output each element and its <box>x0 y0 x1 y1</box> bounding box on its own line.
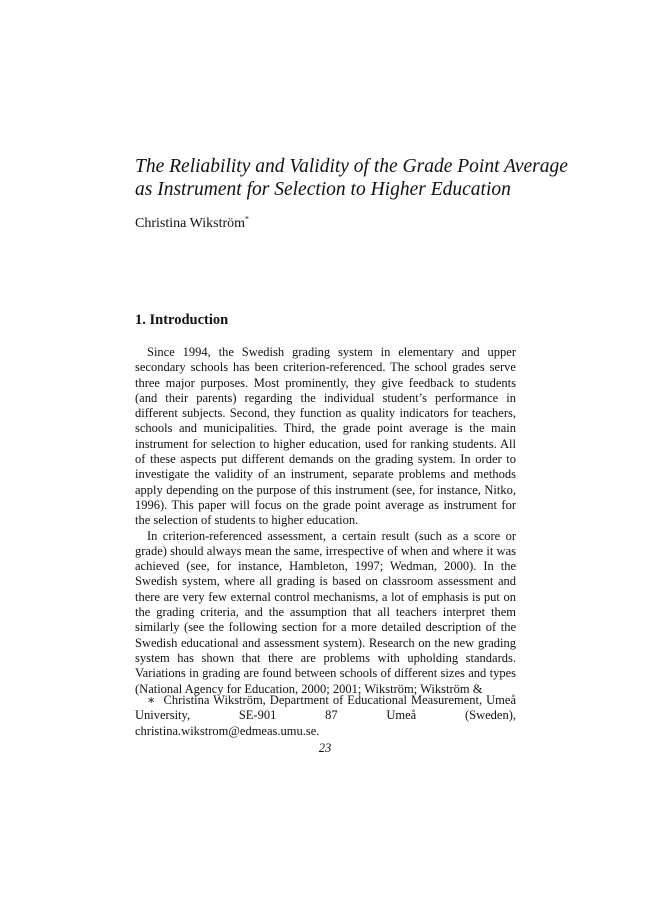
author-name: Christina Wikström <box>135 216 246 231</box>
paper-title-line-2: as Instrument for Selection to Higher Education <box>135 179 511 200</box>
footnote-marker: ∗ <box>147 693 156 707</box>
author-line <box>135 215 249 233</box>
footnote-text: Christina Wikström, Department of Educational Measurement, Umeå University, SE-901 87 Umeå (Sweden), christina.wikstrom@edmeas.umu.se. <box>135 693 517 738</box>
footnote <box>135 693 516 739</box>
body-text <box>135 345 516 697</box>
paper-title-line-1: The Reliability and Validity of the Grade Point Average <box>135 156 568 177</box>
author-footnote-marker[interactable]: * <box>245 214 250 224</box>
paper-title <box>135 155 568 201</box>
paragraph-2: In criterion-referenced assessment, a certain result (such as a score or grade) should always mean the same, irrespective of when and where it was achieved (see, for instance, Hambleton, 1997; Wedman, 2000). In the Swedish system, where all grading is based on classroom assessment and there are very few external control mechanisms, a lot of emphasis is put on the grading criteria, and the assumption that all teachers interpret them similarly (see the following section for a more detailed description of the Swedish educational and assessment system). Research on the new grading system has shown that there are problems with upholding standards. Variations in grading are found between schools of different sizes and types (National Agency for Education, 2000; 2001; Wikström; Wikström & <box>135 528 516 696</box>
section-heading-introduction: 1. Introduction <box>135 312 229 328</box>
paragraph-1: Since 1994, the Swedish grading system in elementary and upper secondary schools has been criterion-referenced. The school grades serve three major purposes. Most prominently, they give feedback to students (and their parents) regarding the individual student’s performance in different subjects. Second, they function as quality indicators for teachers, schools and municipalities. Third, the grade point average is the main instrument for selection to higher education, used for ranking students. All of these aspects put different demands on the grading system. In order to investigate the validity of an instrument, separate problems and methods apply depending on the purpose of this instrument (see, for instance, Nitko, 1996). This paper will focus on the grade point average as instrument for the selection of students to higher education. <box>135 345 516 528</box>
page-number: 23 <box>318 741 332 755</box>
